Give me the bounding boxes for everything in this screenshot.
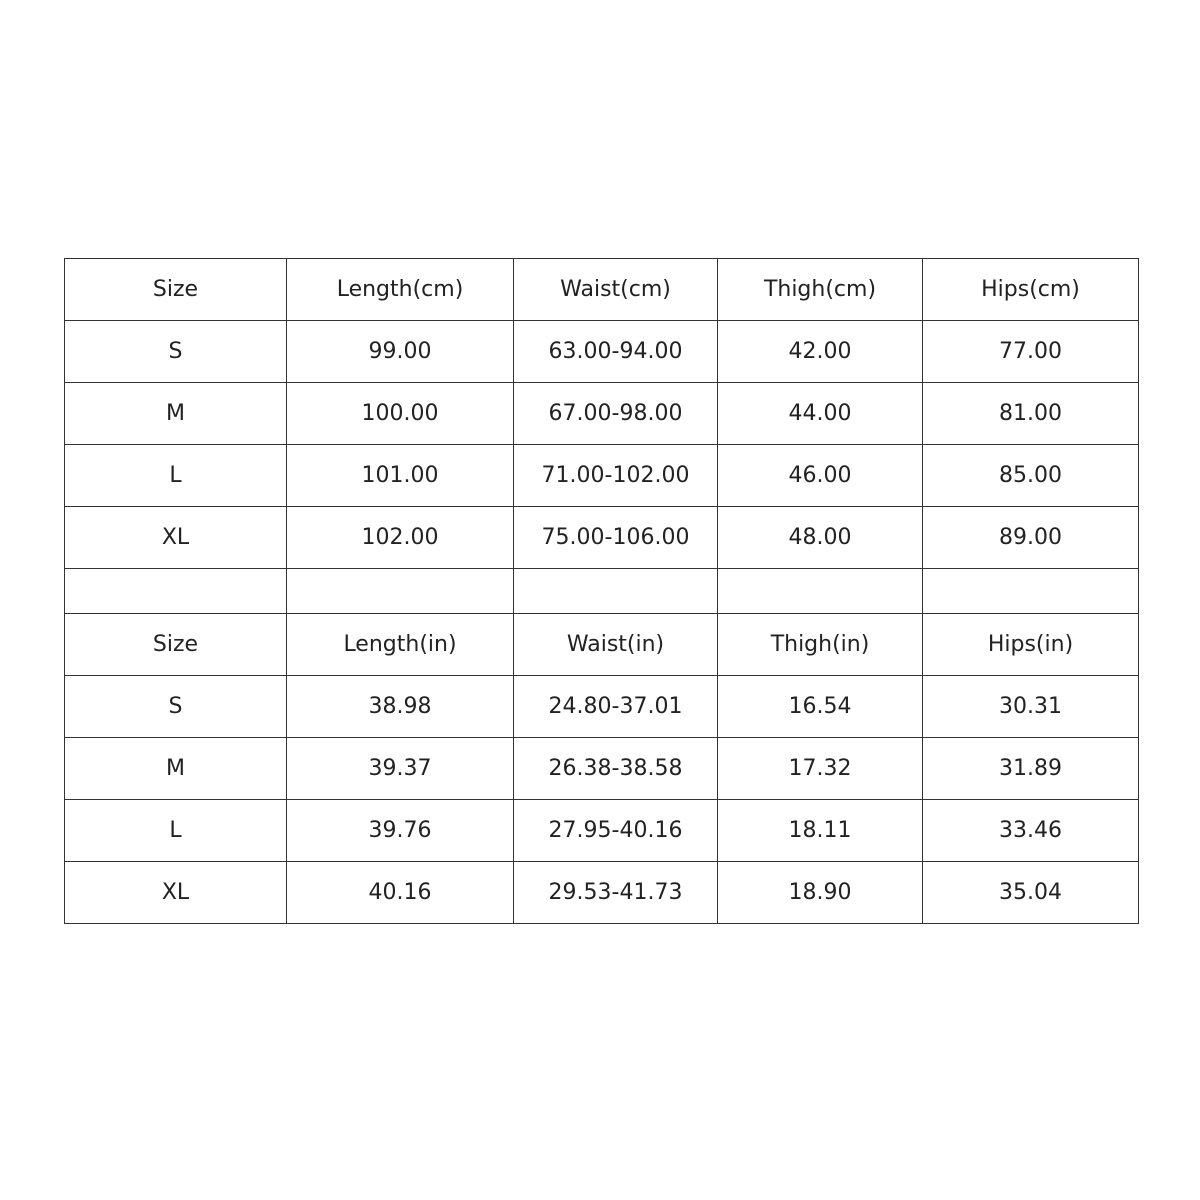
cm-header-hips: Hips(cm): [923, 259, 1139, 321]
cm-size-cell: L: [65, 445, 287, 507]
in-thigh-cell: 17.32: [718, 738, 923, 800]
in-header-waist: Waist(in): [514, 614, 718, 676]
cm-row-l: [65, 445, 1139, 507]
in-waist-cell: 26.38-38.58: [514, 738, 718, 800]
cm-row-xl: [65, 507, 1139, 569]
in-header-hips: Hips(in): [923, 614, 1139, 676]
empty-cell: [718, 569, 923, 614]
empty-cell: [65, 569, 287, 614]
cm-length-cell: 102.00: [287, 507, 514, 569]
in-size-cell: M: [65, 738, 287, 800]
cm-size-cell: S: [65, 321, 287, 383]
cm-hips-cell: 85.00: [923, 445, 1139, 507]
in-size-cell: S: [65, 676, 287, 738]
cm-header-row: [65, 259, 1139, 321]
cm-size-cell: XL: [65, 507, 287, 569]
cm-hips-cell: 89.00: [923, 507, 1139, 569]
in-header-thigh: Thigh(in): [718, 614, 923, 676]
spacer-row: [65, 569, 1139, 614]
cm-hips-cell: 77.00: [923, 321, 1139, 383]
cm-waist-cell: 71.00-102.00: [514, 445, 718, 507]
in-size-cell: XL: [65, 862, 287, 924]
cm-header-length: Length(cm): [287, 259, 514, 321]
in-row-l: [65, 800, 1139, 862]
in-waist-cell: 24.80-37.01: [514, 676, 718, 738]
empty-cell: [514, 569, 718, 614]
cm-header-waist: Waist(cm): [514, 259, 718, 321]
cm-length-cell: 101.00: [287, 445, 514, 507]
in-waist-cell: 29.53-41.73: [514, 862, 718, 924]
in-header-row: [65, 614, 1139, 676]
cm-length-cell: 100.00: [287, 383, 514, 445]
cm-header-thigh: Thigh(cm): [718, 259, 923, 321]
cm-waist-cell: 75.00-106.00: [514, 507, 718, 569]
in-row-m: [65, 738, 1139, 800]
in-hips-cell: 30.31: [923, 676, 1139, 738]
in-header-length: Length(in): [287, 614, 514, 676]
in-length-cell: 39.76: [287, 800, 514, 862]
in-length-cell: 39.37: [287, 738, 514, 800]
in-hips-cell: 33.46: [923, 800, 1139, 862]
in-hips-cell: 31.89: [923, 738, 1139, 800]
in-waist-cell: 27.95-40.16: [514, 800, 718, 862]
in-row-xl: [65, 862, 1139, 924]
in-size-cell: L: [65, 800, 287, 862]
cm-hips-cell: 81.00: [923, 383, 1139, 445]
cm-length-cell: 99.00: [287, 321, 514, 383]
cm-size-cell: M: [65, 383, 287, 445]
in-header-size: Size: [65, 614, 287, 676]
cm-row-s: [65, 321, 1139, 383]
empty-cell: [923, 569, 1139, 614]
cm-thigh-cell: 44.00: [718, 383, 923, 445]
in-thigh-cell: 16.54: [718, 676, 923, 738]
cm-thigh-cell: 42.00: [718, 321, 923, 383]
in-thigh-cell: 18.11: [718, 800, 923, 862]
cm-thigh-cell: 46.00: [718, 445, 923, 507]
cm-thigh-cell: 48.00: [718, 507, 923, 569]
cm-waist-cell: 63.00-94.00: [514, 321, 718, 383]
in-length-cell: 38.98: [287, 676, 514, 738]
empty-cell: [287, 569, 514, 614]
size-chart-table: [64, 258, 1139, 924]
cm-row-m: [65, 383, 1139, 445]
in-thigh-cell: 18.90: [718, 862, 923, 924]
in-length-cell: 40.16: [287, 862, 514, 924]
in-hips-cell: 35.04: [923, 862, 1139, 924]
cm-header-size: Size: [65, 259, 287, 321]
cm-waist-cell: 67.00-98.00: [514, 383, 718, 445]
in-row-s: [65, 676, 1139, 738]
